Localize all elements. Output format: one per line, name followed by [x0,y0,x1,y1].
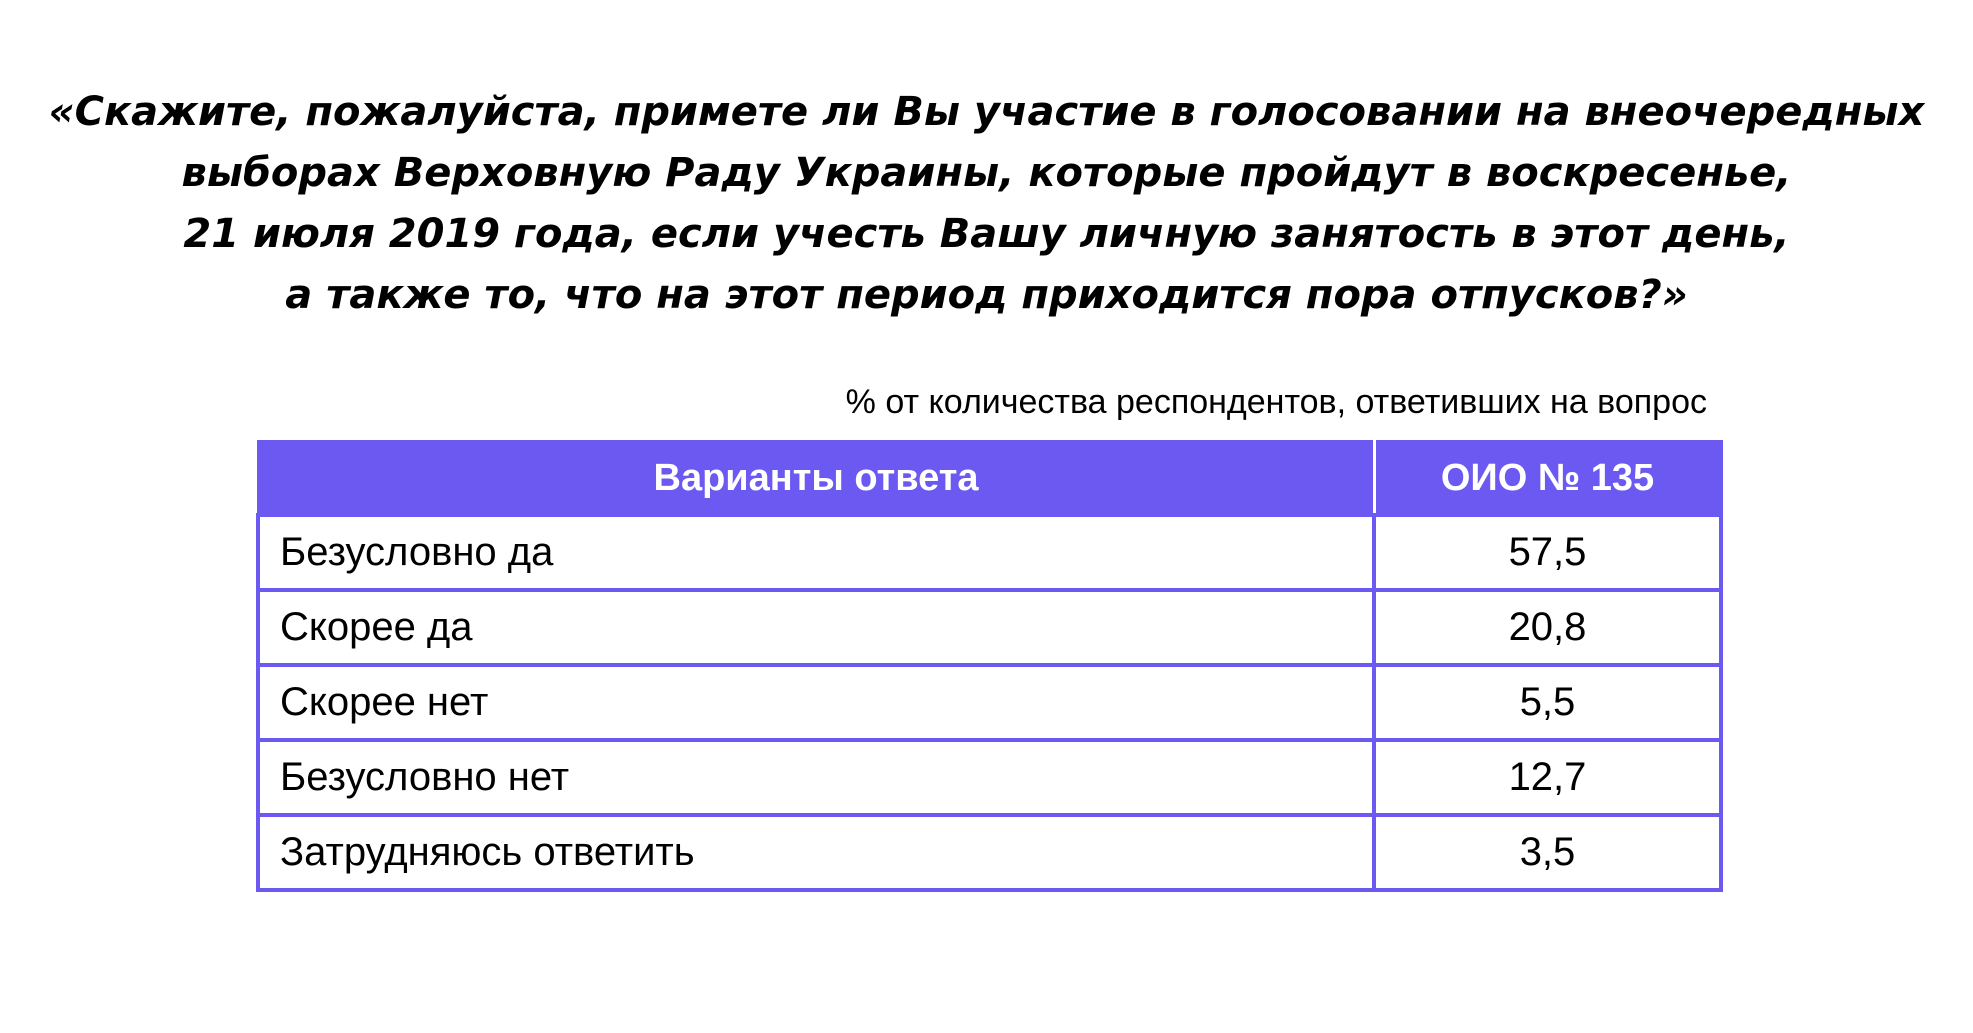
chart-title-line: а также то, что на этот период приходится пора отпусков?» [285,272,1688,318]
column-header-options: Варианты ответа [258,442,1374,516]
results-table [256,440,1723,892]
answer-percentage-value: 5,5 [1374,665,1721,740]
table-body [258,515,1721,890]
answer-option-label: Безусловно нет [258,740,1374,815]
table-row [258,515,1721,590]
chart-title-line: «Скажите, пожалуйста, примете ли Вы участие в голосовании на внеочередных [48,89,1925,135]
table-row [258,665,1721,740]
column-header-district: ОИО № 135 [1374,442,1721,516]
answer-percentage-value: 12,7 [1374,740,1721,815]
answer-percentage-value: 57,5 [1374,515,1721,590]
table-row [258,590,1721,665]
chart-title [40,82,1933,326]
answer-option-label: Безусловно да [258,515,1374,590]
answer-percentage-value: 3,5 [1374,815,1721,890]
chart-title-line: выборах Верховную Раду Украины, которые пройдут в воскресенье, [181,150,1792,196]
table-row [258,815,1721,890]
answer-option-label: Скорее да [258,590,1374,665]
chart-subtitle: % от количества респондентов, ответивших на вопрос [845,383,1707,421]
answer-percentage-value: 20,8 [1374,590,1721,665]
answer-option-label: Затрудняюсь ответить [258,815,1374,890]
table-row [258,740,1721,815]
answer-option-label: Скорее нет [258,665,1374,740]
table-header-row [258,442,1721,516]
chart-title-line: 21 июля 2019 года, если учесть Вашу личную занятость в этот день, [183,211,1790,257]
